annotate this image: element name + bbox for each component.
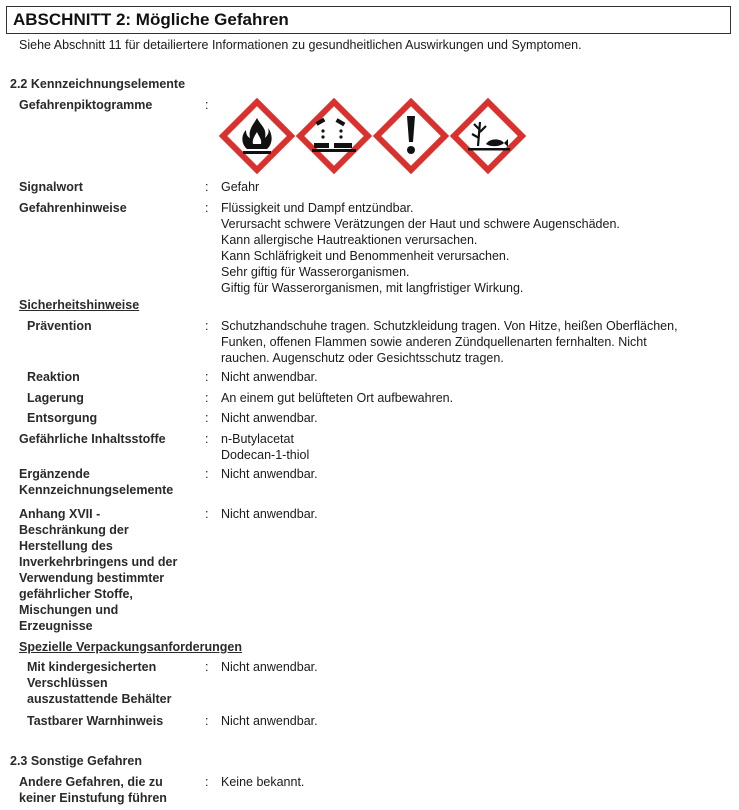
- childproof-value: Nicht anwendbar.: [221, 660, 318, 674]
- childproof-label: Mit kindergesicherten Verschlüssen auszustattende Behälter: [27, 660, 172, 706]
- section-title: ABSCHNITT 2: Mögliche Gefahren: [13, 10, 289, 29]
- exclamation-mark-icon: [373, 98, 449, 174]
- reaction-value: Nicht anwendbar.: [221, 370, 318, 384]
- hazard-statements: Flüssigkeit und Dampf entzündbar. Verursacht schwere Verätzungen der Haut und schwere Augenschäden. Kann allergische Hautreaktionen verursachen. Kann Schläfrigkeit und Benommenheit verursachen. Sehr giftig für Wasserorganismen. Giftig für Wasserorganismen, mit langfristiger Wirkung.: [221, 201, 620, 295]
- annex-xvii-value: Nicht anwendbar.: [221, 507, 318, 521]
- prevention-label: Prävention: [27, 319, 92, 333]
- supplementary-value: Nicht anwendbar.: [221, 467, 318, 481]
- ingredients-label: Gefährliche Inhaltsstoffe: [19, 432, 166, 446]
- colon: :: [205, 98, 209, 112]
- packaging-heading: Spezielle Verpackungsanforderungen: [19, 640, 242, 654]
- section-intro: Siehe Abschnitt 11 für detailiertere Informationen zu gesundheitlichen Auswirkungen und Symptomen.: [19, 38, 582, 52]
- disposal-label: Entsorgung: [27, 411, 98, 425]
- reaction-label: Reaktion: [27, 370, 80, 384]
- corrosion-icon: [296, 98, 372, 174]
- other-hazards-label: Andere Gefahren, die zu keiner Einstufung führen: [19, 775, 167, 805]
- supplementary-label: Ergänzende Kennzeichnungselemente: [19, 467, 174, 497]
- ingredients-list: n-Butylacetat Dodecan-1-thiol: [221, 432, 310, 462]
- annex-xvii-label: Anhang XVII - Beschränkung der Herstellung des Inverkehrbringens und der Verwendung bestimmter gefährlicher Stoffe, Mischungen und Erzeugnisse: [19, 507, 178, 633]
- signal-word-label: Signalwort: [19, 180, 83, 194]
- pictograms-label: Gefahrenpiktogramme: [19, 98, 153, 112]
- tactile-warning-label: Tastbarer Warnhinweis: [27, 714, 164, 728]
- flame-icon: [219, 98, 295, 174]
- storage-value: An einem gut belüfteten Ort aufbewahren.: [221, 391, 454, 405]
- storage-label: Lagerung: [27, 391, 84, 405]
- safety-heading: Sicherheitshinweise: [19, 298, 140, 312]
- environment-icon: [450, 98, 526, 174]
- signal-word-value: Gefahr: [221, 180, 260, 194]
- tactile-warning-value: Nicht anwendbar.: [221, 714, 318, 728]
- heading-2-3: 2.3 Sonstige Gefahren: [10, 754, 142, 768]
- disposal-value: Nicht anwendbar.: [221, 411, 318, 425]
- prevention-statements: Schutzhandschuhe tragen. Schutzkleidung tragen. Von Hitze, heißen Oberflächen, Funken, offenen Flammen sowie anderen Zündquellenarten fernhalten. Nicht rauchen. Augenschutz oder Gesichtsschutz tragen.: [221, 319, 678, 365]
- heading-2-2: 2.2 Kennzeichnungselemente: [10, 77, 186, 91]
- other-hazards-value: Keine bekannt.: [221, 775, 305, 789]
- section-header-box: [6, 6, 731, 34]
- hazard-statements-label: Gefahrenhinweise: [19, 201, 127, 215]
